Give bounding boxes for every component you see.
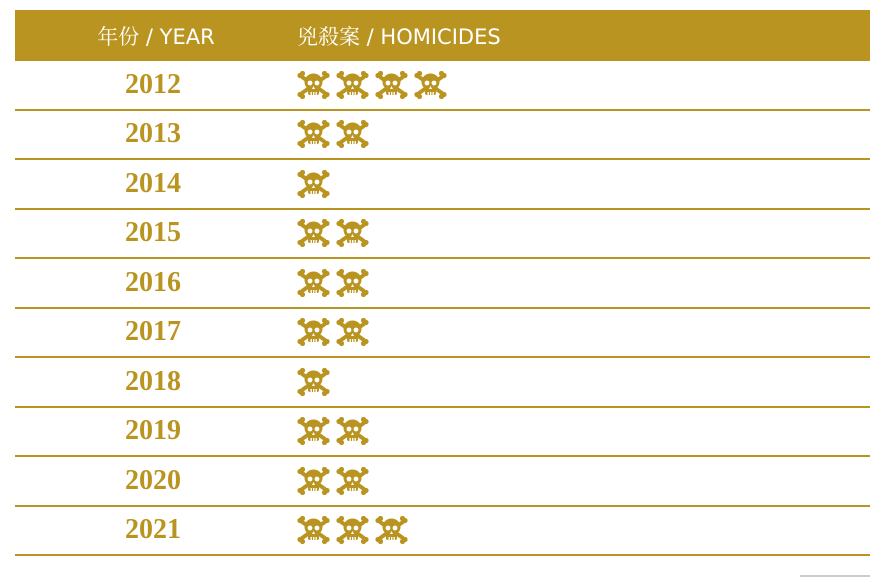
header-year: 年份 / YEAR <box>97 24 215 49</box>
homicide-icons <box>291 467 369 495</box>
skull-and-crossbones-icon <box>336 467 369 495</box>
row-year: 2019 <box>125 415 181 447</box>
row-year: 2016 <box>125 266 181 298</box>
homicide-icons <box>291 516 408 544</box>
skull-and-crossbones-icon <box>297 71 330 99</box>
row-year: 2015 <box>125 217 181 249</box>
skull-and-crossbones-icon <box>297 368 330 396</box>
skull-and-crossbones-icon <box>336 120 369 148</box>
skull-and-crossbones-icon <box>336 269 369 297</box>
row-year: 2018 <box>125 365 181 397</box>
row-year: 2020 <box>125 464 181 496</box>
table-row <box>15 61 870 111</box>
row-year: 2013 <box>125 118 181 150</box>
homicide-icons <box>291 170 330 198</box>
table-row <box>15 358 870 408</box>
row-year: 2012 <box>125 68 181 100</box>
skull-and-crossbones-icon <box>297 318 330 346</box>
homicide-icons <box>291 120 369 148</box>
skull-and-crossbones-icon <box>297 269 330 297</box>
homicides-table <box>15 10 870 556</box>
homicide-icons <box>291 318 369 346</box>
row-year: 2014 <box>125 167 181 199</box>
skull-and-crossbones-icon <box>297 417 330 445</box>
skull-and-crossbones-icon <box>375 516 408 544</box>
skull-and-crossbones-icon <box>336 318 369 346</box>
row-year: 2017 <box>125 316 181 348</box>
skull-and-crossbones-icon <box>336 516 369 544</box>
skull-and-crossbones-icon <box>336 71 369 99</box>
table-row <box>15 457 870 507</box>
skull-and-crossbones-icon <box>414 71 447 99</box>
table-header <box>15 10 870 61</box>
homicide-icons <box>291 368 330 396</box>
homicide-icons <box>291 417 369 445</box>
skull-and-crossbones-icon <box>375 71 408 99</box>
table-row <box>15 160 870 210</box>
skull-and-crossbones-icon <box>297 219 330 247</box>
skull-and-crossbones-icon <box>297 516 330 544</box>
homicide-icons <box>291 71 447 99</box>
header-homicides: 兇殺案 / HOMICIDES <box>297 24 501 49</box>
table-row <box>15 111 870 161</box>
table-row <box>15 309 870 359</box>
table-row <box>15 259 870 309</box>
homicide-icons <box>291 219 369 247</box>
skull-and-crossbones-icon <box>297 120 330 148</box>
row-year: 2021 <box>125 514 181 546</box>
skull-and-crossbones-icon <box>297 467 330 495</box>
homicide-icons <box>291 269 369 297</box>
skull-and-crossbones-icon <box>336 219 369 247</box>
skull-and-crossbones-icon <box>297 170 330 198</box>
table-body <box>15 61 870 556</box>
table-row <box>15 408 870 458</box>
table-row <box>15 507 870 557</box>
skull-and-crossbones-icon <box>336 417 369 445</box>
table-row <box>15 210 870 260</box>
